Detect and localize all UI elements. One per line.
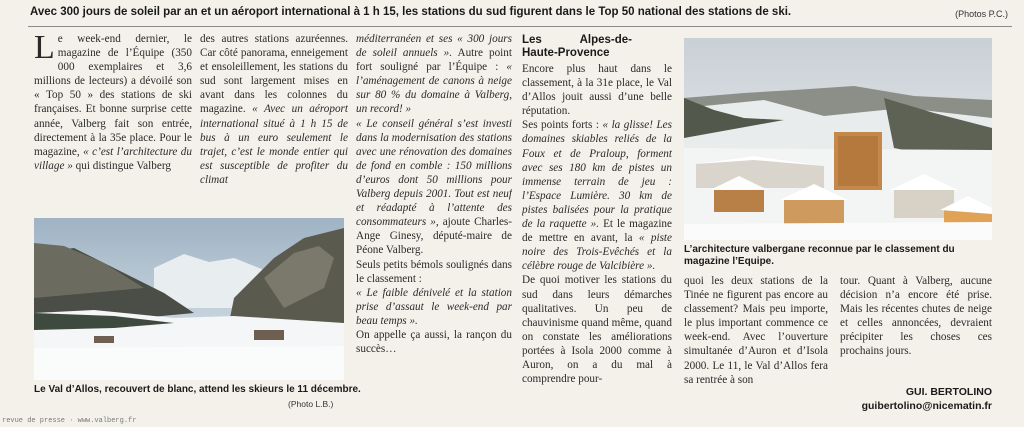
column-6-text: tour. Quant à Valberg, aucune décision n’a encore été prise. Mais les récentes chutes de neige et celles annoncées, devraient précipiter les choses ces prochains jours. (840, 275, 992, 358)
column-3-quote-3: « Le conseil général s’est investi dans la modernisation des stations avec une rénovation des domaines de fond en comble : 150 millions d’euros dont 50 millions pour Valberg depuis 2001. Tout est neuf et réadapté à l’attente des consommateurs », (356, 117, 512, 229)
column-4-text-2: Ses points forts : (522, 119, 599, 132)
column-2-text: des autres stations azuréennes. Car côté panorama, enneigement et ensoleillement, les stations du sud sont largement mises en avant dans les colonnes du magazine. (200, 33, 348, 116)
photo-left-caption: Le Val d’Allos, recouvert de blanc, attend les skieurs le 11 décembre. (34, 384, 361, 395)
column-4-text-3: Et le magazine de mettre en avant, la (522, 218, 672, 245)
column-4-quote-1: « la glisse! Les domaines skiables reliés de la Foux et de Praloup, forment avec ses 180 km de pistes un immense terrain de jeu : l’Espace Lumière. 30 km de pistes balisées pour la pratique de la raquette ». (522, 119, 672, 231)
author-email: guibertolino@nicematin.fr (861, 400, 992, 412)
column-1-end: qui distingue Valberg (75, 159, 171, 172)
column-4-text-4: De quoi motiver les stations du sud dans leurs démarches qualitatives. Un peu de chauvinisme quand même, quand on constate les améliorations portées à Isola 2000 comme à Auron, on a du mal à comprendre pour- (522, 274, 672, 386)
column-3 (356, 32, 512, 420)
photos-credit: (Photos P.C.) (955, 9, 1008, 19)
column-4-text-1: Encore plus haut dans le classement, à la 31e place, le Val d’Allos jouit aussi d’une belle réputation. (522, 63, 672, 118)
photo-left-credit: (Photo L.B.) (288, 399, 334, 409)
column-4 (522, 34, 672, 420)
snowy-valley-image (34, 218, 344, 380)
section-subhead-alpes: Les Alpes-de-Haute-Provence (522, 34, 632, 59)
column-3-quote-2: « l’aménagement de canons à neige sur 80 % du domaine à Valberg, un record! » (356, 61, 512, 116)
photo-valberg (684, 38, 992, 240)
photo-val-dallos (34, 218, 344, 380)
drop-cap: L (34, 32, 55, 66)
column-2-quote: « Avec un aéroport international situé à 1 h 15 de bus à un euro seulement le trajet, c’est le monde entier qui est susceptible de profiter du climat (200, 103, 348, 186)
column-2 (200, 32, 348, 212)
author-name: GUI. BERTOLINO (905, 386, 992, 398)
column-4-quote-2: « piste noire des Trois-Evêchés et la célèbre rouge de Valcibière ». (522, 232, 672, 273)
column-3-quote-4: « Le faible dénivelé et la station prise d’assaut le week-end par beau temps ». (356, 286, 512, 327)
column-6 (840, 274, 992, 384)
photo-right-caption: L’architecture valbergane reconnue par le classement du magazine l’Equipe. (684, 244, 955, 267)
watermark: revue de presse · www.valberg.fr (2, 417, 137, 425)
header-divider (28, 26, 1012, 27)
column-5-text: quoi les deux stations de la Tinée ne figurent pas encore au classement? Mais peu importe, le plus important commence ce week-end. Avec l’ouverture simultanée d’Auron et d’Isola 2000. Le 11, le Val d’Allos fera sa rentrée à son (684, 275, 828, 386)
column-3-text-2: ajoute Charles-Ange Ginesy, député-maire de Péone Valberg. (356, 216, 512, 257)
column-3-quote-1: méditerranéen et ses « 300 jours de soleil annuels ». (356, 33, 512, 60)
column-1 (34, 32, 192, 212)
column-1-text: e week-end dernier, le magazine de l’Équipe (350 000 exemplaires et 3,6 millions de lecteurs) a dévoilé son « Top 50 » des stations de ski françaises. Et bonne surprise cette année, Valberg fait son entrée, directement à la 35e place. Pour le magazine, (34, 33, 192, 158)
column-1-quote: « c’est l’architecture du village » (34, 145, 192, 172)
column-3-text-4: On appelle ça aussi, la rançon du succès… (356, 328, 512, 356)
column-3-text-1: Autre point fort souligné par l’Équipe : (356, 47, 512, 74)
article-headline: Avec 300 jours de soleil par an et un aéroport international à 1 h 15, les stations du sud figurent dans le Top 50 national des stations de ski. (30, 6, 792, 18)
column-3-text-3: Seuls petits bémols soulignés dans le classement : (356, 258, 512, 285)
column-5 (684, 274, 828, 420)
snowy-village-image (684, 38, 992, 240)
